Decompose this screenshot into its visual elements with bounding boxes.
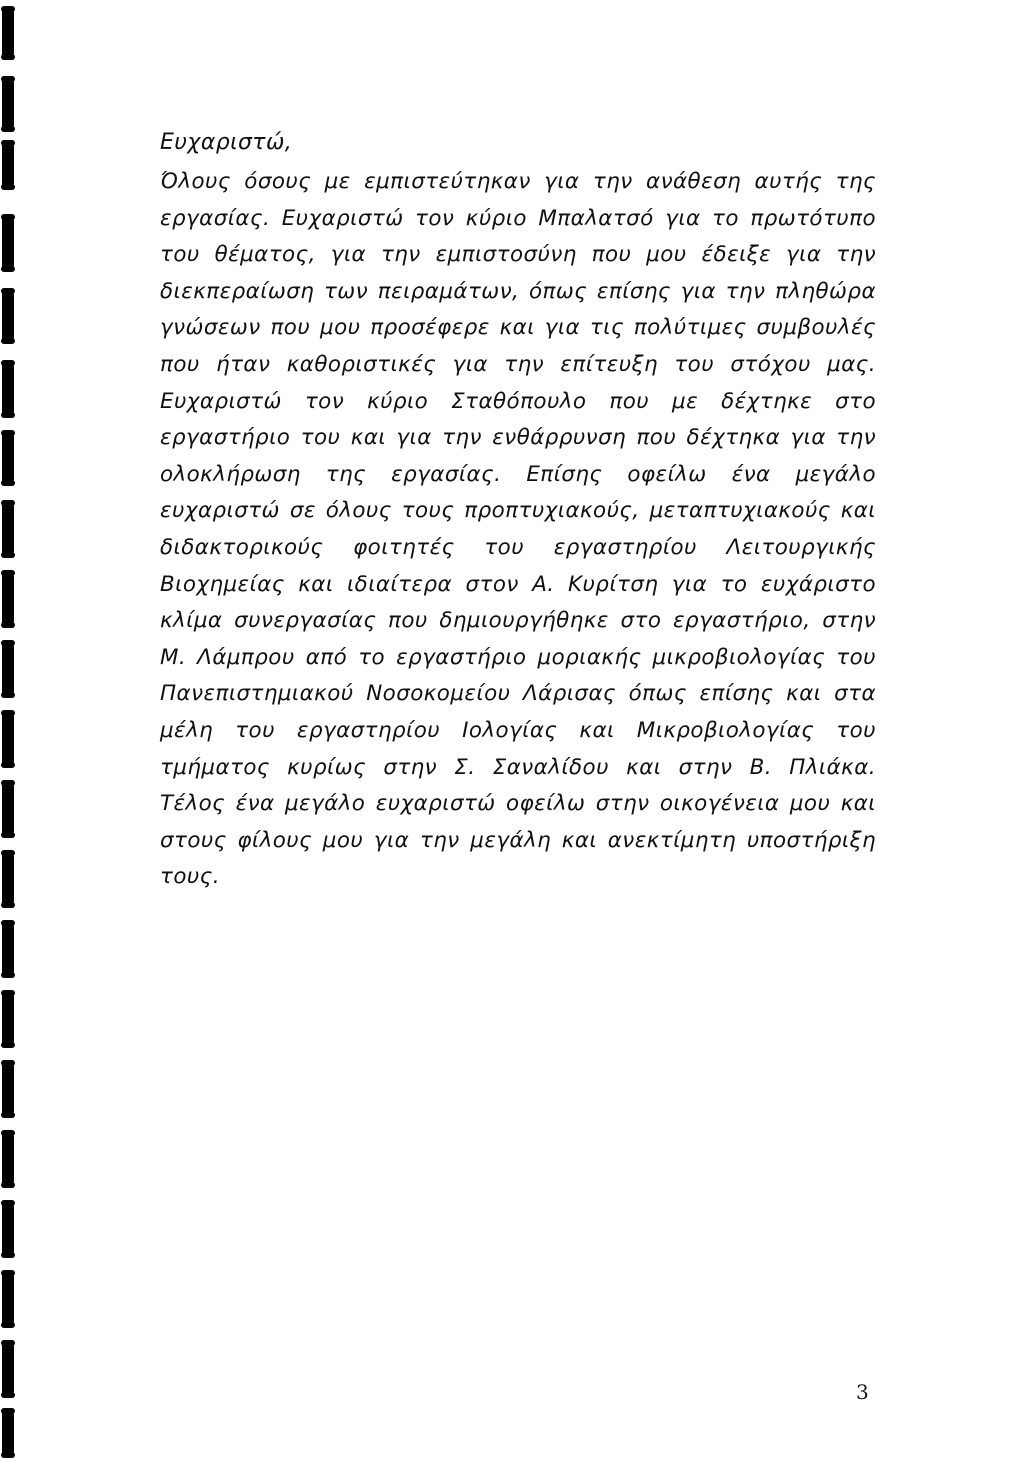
binding-mark-icon	[2, 1272, 14, 1326]
acknowledgement-sentence: Ευχαριστώ τον κύριο Μπαλατσό για το πρωτότυπο του θέματος, για την εμπιστοσύνη που μου έδειξε για την διεκπεραίωση των πειραμάτων, όπως επίσης για την πληθώρα γνώσεων που μου προσέφερε και για τις πολύτιμες συμβουλές που ήταν καθοριστικές για την επίτευξη του στόχου μας.	[160, 205, 876, 377]
binding-mark-icon	[2, 992, 14, 1046]
binding-mark-icon	[2, 216, 14, 270]
binding-mark-icon	[2, 290, 14, 342]
binding-mark-icon	[2, 362, 14, 416]
binding-mark-icon	[2, 852, 14, 906]
greeting-heading: Ευχαριστώ,	[160, 130, 293, 155]
binding-mark-icon	[2, 78, 14, 130]
binding-mark-icon	[2, 642, 14, 696]
binding-mark-icon	[2, 1342, 14, 1396]
acknowledgement-sentence: Ευχαριστώ τον κύριο Σταθόπουλο που με δέχτηκε στο εργαστήριο του και για την ενθάρρυνση που δέχτηκα για την ολοκλήρωση της εργασίας.	[160, 388, 876, 487]
acknowledgement-sentence: Όλους όσους με εμπιστεύτηκαν για την ανάθεση αυτής της εργασίας.	[160, 169, 876, 231]
binding-mark-icon	[2, 922, 14, 976]
binding-mark-icon	[2, 782, 14, 836]
binding-mark-icon	[2, 1132, 14, 1186]
binding-mark-icon	[2, 572, 14, 626]
binding-mark-icon	[2, 1410, 14, 1456]
acknowledgement-sentence: Τέλος ένα μεγάλο ευχαριστώ οφείλω στην οικογένεια μου και στους φίλους μου για την μεγάλη και ανεκτίμητη υποστήριξη τους.	[160, 791, 876, 890]
acknowledgements-paragraph	[160, 164, 876, 896]
acknowledgement-sentence: Επίσης οφείλω ένα μεγάλο ευχαριστώ σε όλους τους προπτυχιακούς, μεταπτυχιακούς και διδακτορικούς φοιτητές του εργαστηρίου Λειτουργικής Βιοχημείας και ιδιαίτερα στον Α. Κυρίτση για το ευχάριστο κλίμα συνεργασίας που δημιουργήθηκε στο εργαστήριο, στην Μ. Λάμπρου από το εργαστήριο μοριακής μικροβιολογίας του Πανεπιστημιακού Νοσοκομείου Λάρισας όπως επίσης και στα μέλη του εργαστηρίου Ιολογίας και Μικροβιολογίας του τμήματος κυρίως στην Σ. Σαναλίδου και στην Β. Πλιάκα.	[160, 461, 876, 780]
binding-mark-icon	[2, 1062, 14, 1116]
binding-mark-icon	[2, 142, 14, 188]
binding-mark-icon	[2, 502, 14, 556]
binding-mark-icon	[2, 8, 14, 58]
binding-holes-strip	[0, 0, 40, 1461]
binding-mark-icon	[2, 712, 14, 766]
binding-mark-icon	[2, 1202, 14, 1256]
binding-mark-icon	[2, 432, 14, 484]
page-number: 3	[856, 1380, 869, 1404]
